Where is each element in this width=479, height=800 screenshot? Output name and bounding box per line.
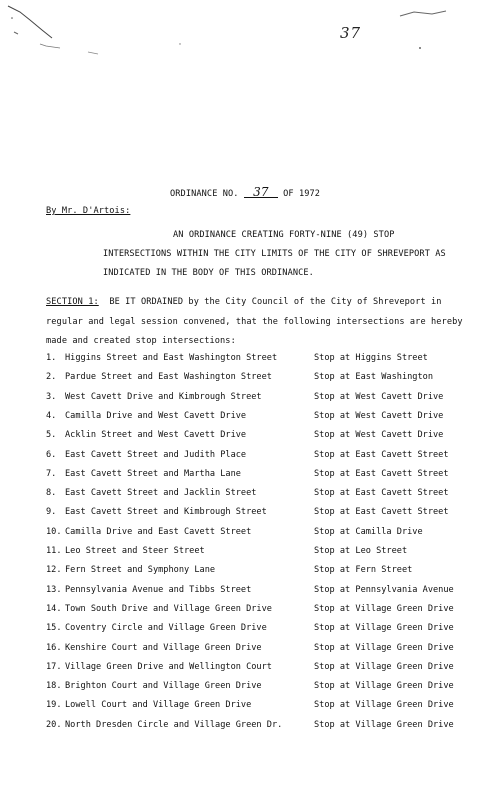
intersection-number: 14. [46, 603, 62, 614]
heading-line-2: INTERSECTIONS WITHIN THE CITY LIMITS OF THE CITY OF SHREVEPORT AS [103, 249, 446, 259]
section-1-line-2: regular and legal session convened, that the following intersections are hereby [46, 317, 463, 327]
intersection-row [0, 392, 479, 406]
stop-direction: Stop at Village Green Drive [314, 719, 454, 730]
intersection-row [0, 488, 479, 502]
intersection-description: Fern Street and Symphony Lane [65, 565, 216, 576]
intersection-row [0, 372, 479, 386]
intersection-number: 16. [46, 642, 62, 653]
intersection-description: Pennsylvania Avenue and Tibbs Street [65, 584, 252, 595]
intersection-number: 4. [46, 410, 57, 421]
intersection-description: Pardue Street and East Washington Street [65, 372, 272, 383]
intersection-description: East Cavett Street and Jacklin Street [65, 488, 257, 499]
intersection-row [0, 623, 479, 637]
stop-direction: Stop at East Cavett Street [314, 449, 449, 460]
intersection-number: 13. [46, 584, 62, 595]
intersection-row [0, 411, 479, 425]
intersection-number: 7. [46, 468, 57, 479]
sponsor-line: By Mr. D'Artois: [46, 206, 131, 216]
stop-direction: Stop at West Cavett Drive [314, 391, 444, 402]
intersection-row [0, 681, 479, 695]
intersection-description: Leo Street and Steer Street [65, 546, 205, 556]
section-1-text: BE IT ORDAINED by the City Council of the City of Shreveport in [109, 297, 442, 307]
stop-direction: Stop at East Washington [314, 372, 433, 383]
intersection-row [0, 700, 479, 714]
ordinance-title-prefix: ORDINANCE NO. [170, 189, 239, 199]
stop-direction: Stop at Village Green Drive [314, 681, 454, 692]
page-number: 37 [340, 24, 362, 42]
ordinance-title [170, 187, 320, 199]
stop-direction: Stop at Fern Street [314, 565, 413, 576]
intersection-description: Camilla Drive and East Cavett Street [65, 526, 252, 537]
intersection-number: 10. [46, 526, 62, 537]
stop-direction: Stop at East Cavett Street [314, 488, 449, 499]
intersection-row [0, 507, 479, 521]
stop-direction: Stop at West Cavett Drive [314, 430, 444, 441]
section-1-label: SECTION 1: [46, 297, 99, 307]
intersection-description: East Cavett Street and Judith Place [65, 449, 247, 460]
intersection-description: Brighton Court and Village Green Drive [65, 681, 262, 692]
intersection-description: Village Green Drive and Wellington Court [65, 661, 272, 672]
intersection-row [0, 469, 479, 483]
stop-direction: Stop at West Cavett Drive [314, 410, 444, 421]
section-1-line-3: made and created stop intersections: [46, 336, 236, 346]
intersection-description: East Cavett Street and Martha Lane [65, 468, 241, 479]
stop-direction: Stop at Pennsylvania Avenue [314, 584, 454, 595]
intersection-description: Coventry Circle and Village Green Drive [65, 623, 267, 634]
intersection-description: Kenshire Court and Village Green Drive [65, 642, 262, 653]
stop-direction: Stop at East Cavett Street [314, 468, 449, 479]
intersection-number: 2. [46, 372, 57, 383]
intersection-row [0, 353, 479, 367]
intersection-row [0, 662, 479, 676]
intersection-number: 17. [46, 661, 62, 672]
scan-artifact-marks [0, 0, 479, 60]
stop-direction: Stop at Village Green Drive [314, 700, 454, 711]
ordinance-number: 37 [244, 187, 278, 198]
intersection-description: Lowell Court and Village Green Drive [65, 700, 252, 711]
stop-direction: Stop at Village Green Drive [314, 603, 454, 614]
intersection-row [0, 720, 479, 734]
intersection-row [0, 430, 479, 444]
intersection-row [0, 643, 479, 657]
intersection-row [0, 565, 479, 579]
intersection-row [0, 585, 479, 599]
ordinance-title-suffix: OF 1972 [283, 189, 321, 199]
stop-direction: Stop at East Cavett Street [314, 507, 449, 518]
intersection-row [0, 546, 479, 560]
intersection-description: North Dresden Circle and Village Green Dr. [65, 719, 283, 730]
intersection-number: 8. [46, 488, 57, 499]
intersection-description: East Cavett Street and Kimbrough Street [65, 507, 267, 518]
intersection-number: 6. [46, 449, 57, 460]
intersection-number: 20. [46, 719, 62, 730]
intersection-description: Town South Drive and Village Green Drive [65, 603, 272, 614]
intersection-number: 15. [46, 623, 62, 634]
heading-line-3: INDICATED IN THE BODY OF THIS ORDINANCE. [103, 268, 314, 278]
stop-direction: Stop at Higgins Street [314, 353, 428, 363]
intersection-number: 19. [46, 700, 62, 711]
intersection-row [0, 450, 479, 464]
stop-direction: Stop at Leo Street [314, 546, 408, 556]
section-1-line-1 [46, 297, 442, 307]
intersection-description: Higgins Street and East Washington Street [65, 353, 278, 363]
intersection-number: 3. [46, 391, 57, 402]
intersection-description: Camilla Drive and West Cavett Drive [65, 410, 247, 421]
intersection-description: Acklin Street and West Cavett Drive [65, 430, 247, 441]
intersection-number: 12. [46, 565, 62, 576]
intersection-row [0, 527, 479, 541]
heading-line-1: AN ORDINANCE CREATING FORTY-NINE (49) STOP [173, 230, 395, 240]
intersection-description: West Cavett Drive and Kimbrough Street [65, 391, 262, 402]
intersection-row [0, 604, 479, 618]
stop-direction: Stop at Village Green Drive [314, 661, 454, 672]
stop-direction: Stop at Camilla Drive [314, 526, 423, 537]
stop-direction: Stop at Village Green Drive [314, 642, 454, 653]
intersection-number: 11. [46, 546, 62, 556]
stop-direction: Stop at Village Green Drive [314, 623, 454, 634]
intersection-number: 1. [46, 353, 57, 363]
intersection-number: 5. [46, 430, 57, 441]
intersection-number: 18. [46, 681, 62, 692]
intersection-number: 9. [46, 507, 57, 518]
